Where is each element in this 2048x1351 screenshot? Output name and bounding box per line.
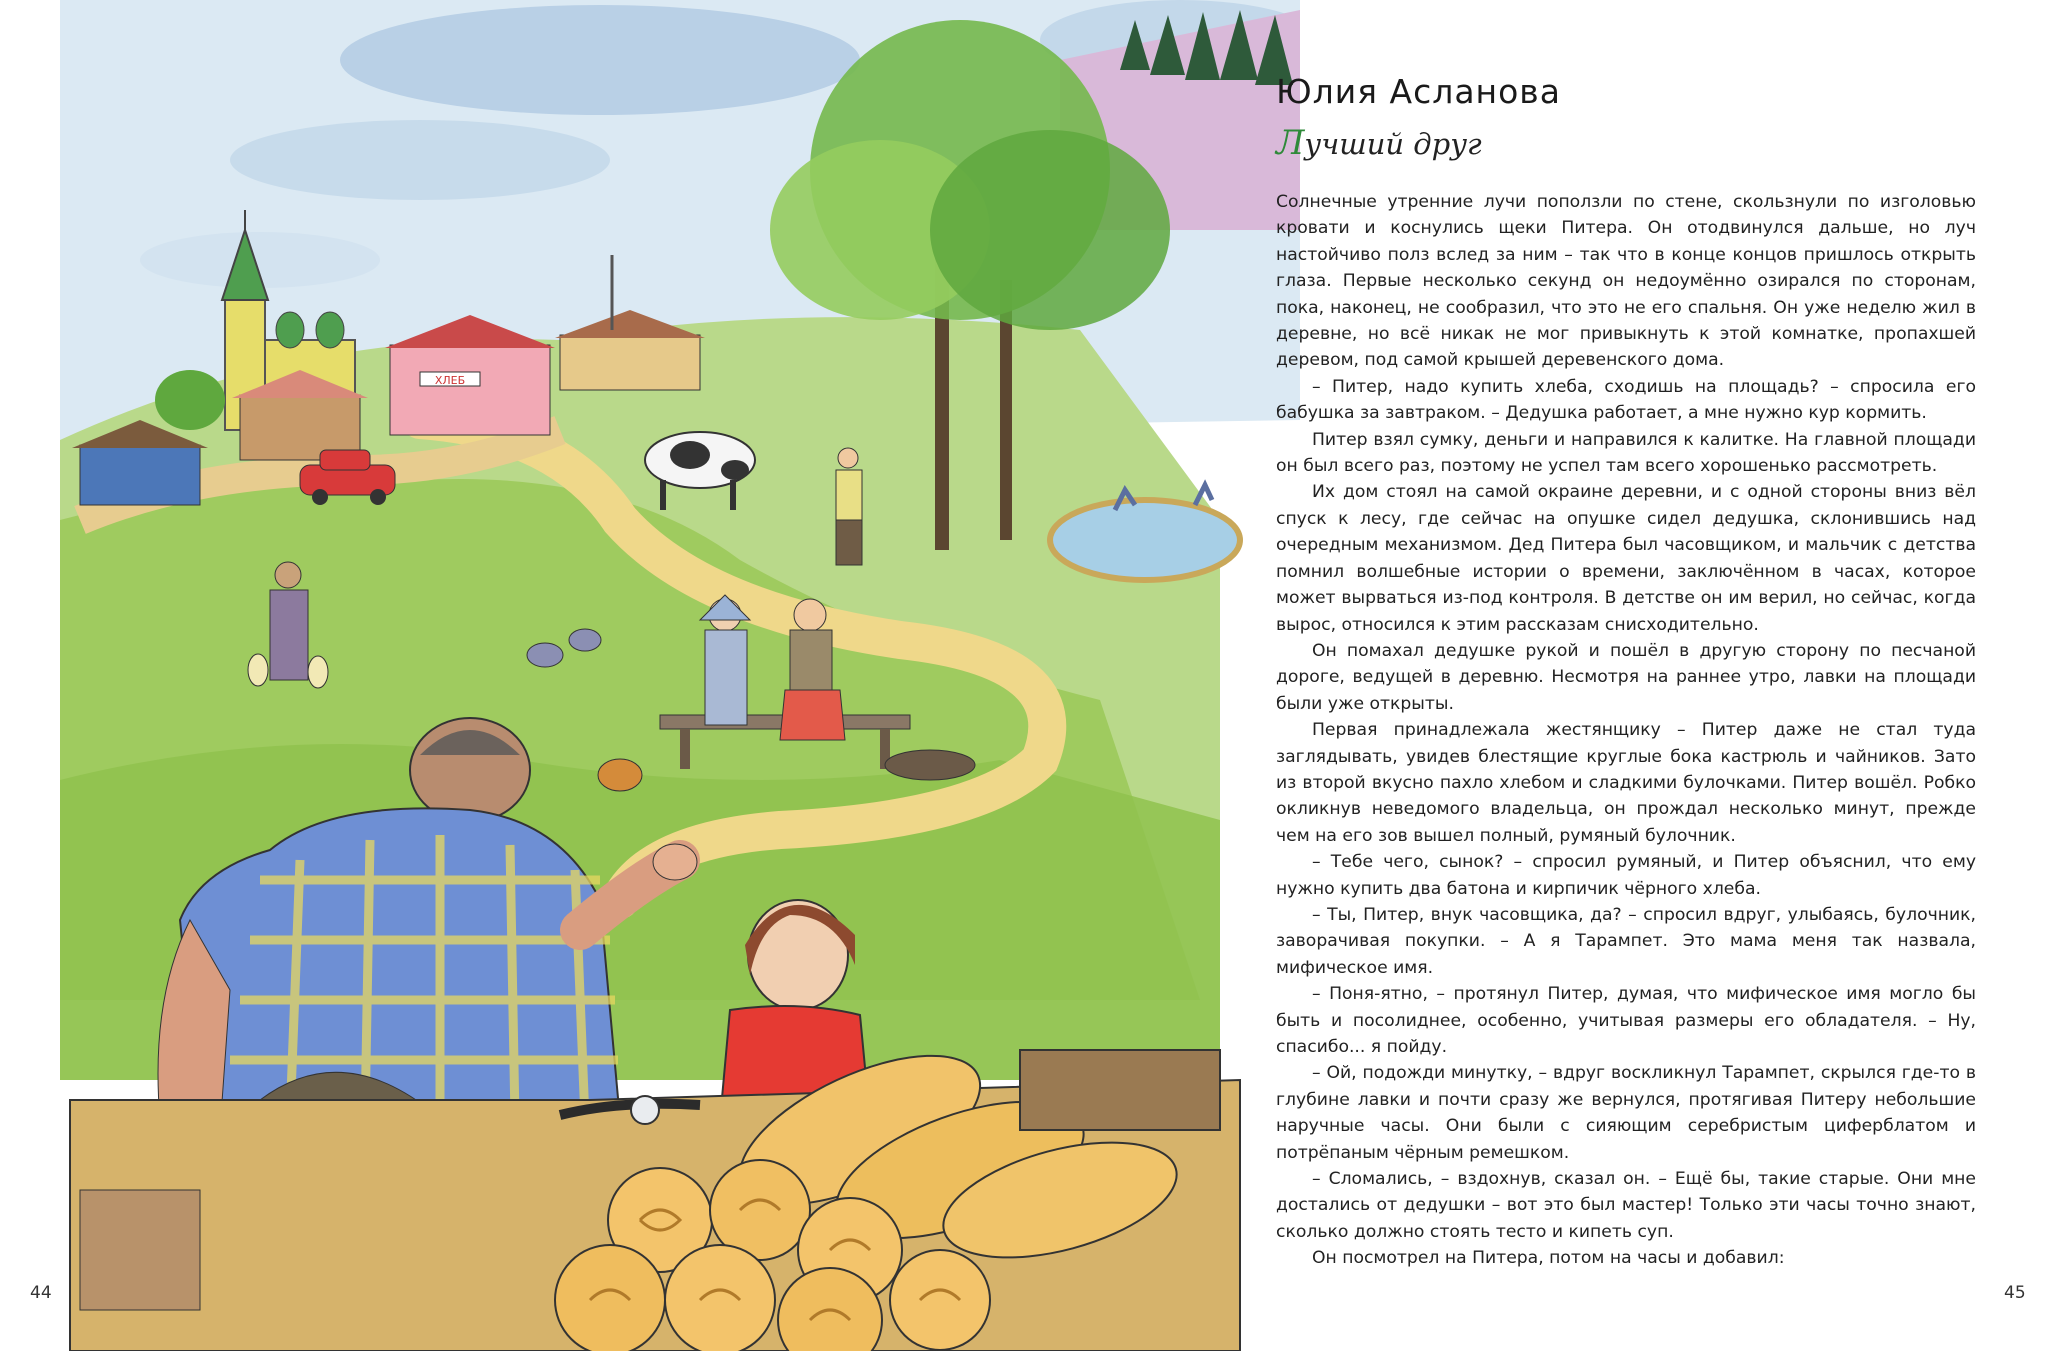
paragraph: – Тебе чего, сынок? – спросил румяный, и Питер объяснил, что ему нужно купить два батона и кирпичик чёрного хлеба. <box>1276 852 1976 899</box>
paragraph: – Ой, подожди минутку, – вдруг воскликнул Тарампет, скрылся где-то в глубине лавки и почти сразу же вернулся, протягивая Питеру небольшие наручные часы. Они были с сияющим серебристым циферблатом и потрёпаным чёрным ремешком. <box>1276 1063 1976 1163</box>
cloud-icon <box>340 5 860 115</box>
text-page <box>1276 72 1976 1272</box>
dog-icon <box>885 750 975 780</box>
paragraph: Питер взял сумку, деньги и направился к калитке. На главной площади он был всего раз, поэтому не успел там всего хорошенько рассмотреть. <box>1276 429 1976 477</box>
story-title <box>1276 123 1976 163</box>
tree-icon <box>155 370 225 430</box>
cloud-icon <box>230 120 610 200</box>
paragraph: – Сломались, – вздохнув, сказал он. – Ещё бы, такие старые. Они мне достались от дедушки – вот это был мастер! Только эти часы точно знают, сколько должно стоять тесто и кипеть суп. <box>1276 1169 1976 1242</box>
title-rest: учший друг <box>1304 127 1482 161</box>
page-number-left: 44 <box>30 1283 52 1303</box>
paragraph: – Поня-ятно, – протянул Питер, думая, что мифическое имя могло бы быть и посолиднее, особенно, учитывая размеры его обладателя. – Ну, спасибо... я пойду. <box>1276 984 1976 1057</box>
paragraph: Первая принадлежала жестянщику – Питер даже не стал туда заглядывать, увидев блестящие круглые бока кастрюль и чайников. Зато из второй вкусно пахло хлебом и сладкими булочками. Питер вошёл. Робко окликнув неведомого владельца, он прождал несколько минут, прежде чем на его зов вышел полный, румяный булочник. <box>1276 720 1976 846</box>
paragraph: Он посмотрел на Питера, потом на часы и добавил: <box>1312 1248 1785 1269</box>
paragraph: Он помахал дедушке рукой и пошёл в другую сторону по песчаной дороге, ведущей в деревню. Несмотря на раннее утро, лавки на площади были уже открыты. <box>1276 640 1976 714</box>
story-text <box>1276 189 1976 1272</box>
shop-sign: ХЛЕБ <box>434 374 466 387</box>
paragraph: Их дом стоял на самой окраине деревни, и с одной стороны вниз вёл спуск к лесу, где сейчас на опушке сидел дедушка, склонившись над очередным механизмом. Дед Питера был часовщиком, и мальчик с детства помнил волшебные истории о времени, заключённом в часах, которое может вырваться из-под контроля. В детстве он им верил, но сейчас, когда вырос, относился к этим рассказам снисходительно. <box>1276 482 1976 635</box>
title-initial: Л <box>1276 123 1305 163</box>
paragraph: – Ты, Питер, внук часовщика, да? – спросил вдруг, улыбаясь, булочник, заворачивая покупки. – А я Тарампет. Это мама меня так назвала, мифическое имя. <box>1276 904 1976 978</box>
author-name: Юлия Асланова <box>1276 72 1561 111</box>
paragraph: – Питер, надо купить хлеба, сходишь на площадь? – спросила его бабушка за завтраком. – Дедушка работает, а мне нужно кур кормить. <box>1276 376 1976 424</box>
page-number-right: 45 <box>2004 1283 2026 1303</box>
paragraph: Солнечные утренние лучи поползли по стене, скользнули по изголовью кровати и коснулись щеки Питера. Он отодвинулся дальше, но луч настойчиво полз вслед за ним – так что в конце концов пришлось открыть глаза. Первые несколько секунд он недоумённо озирался по сторонам, пока, наконец, не сообразил, что это не его спальня. Он уже неделю жил в деревне, но всё никак не мог привыкнуть к этой комнатке, пропахшей деревом, под самой крышей деревенского дома. <box>1276 192 1976 371</box>
